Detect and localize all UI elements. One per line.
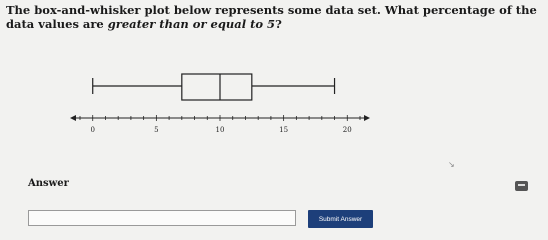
calculator-icon[interactable] [515, 181, 528, 191]
answer-input[interactable] [28, 210, 296, 226]
axis-arrow-right [364, 115, 370, 121]
submit-answer-button[interactable]: Submit Answer [308, 210, 373, 228]
tick-label: 20 [342, 126, 352, 134]
question-emphasis: greater than or equal to 5 [107, 17, 276, 31]
tick-label: 0 [90, 126, 95, 134]
tick-label: 5 [154, 126, 159, 134]
tick-label: 15 [279, 126, 289, 134]
answer-label: Answer [28, 178, 69, 189]
cursor-icon: ↘ [448, 160, 455, 169]
question-text [6, 3, 542, 31]
tick-label: 10 [215, 126, 225, 134]
question-part2: ? [275, 17, 282, 31]
question-part1: The box-and-whisker plot below represents some data set. What percentage of the data values are [6, 3, 537, 31]
box-q1-q3 [182, 74, 252, 100]
axis-arrow-left [70, 115, 76, 121]
box-plot [60, 60, 380, 145]
